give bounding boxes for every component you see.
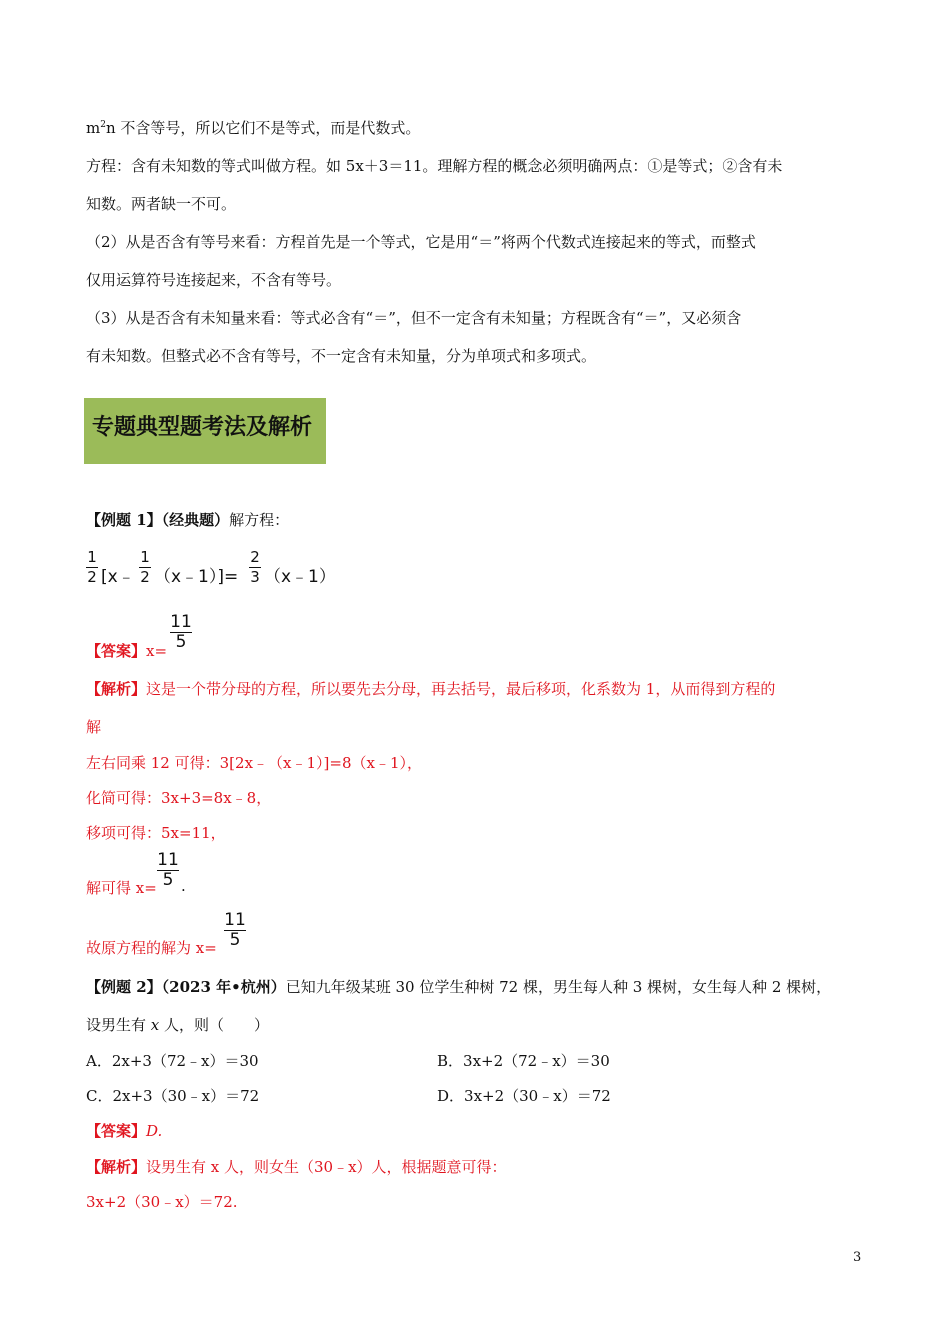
equation-part: （x﹣1）]= [154,567,239,587]
example1-conclusion: 故原方程的解为 x= [86,939,217,957]
option-c: C．2x+3（30﹣x）＝72 [86,1087,260,1105]
intro-line-5: 仅用运算符号连接起来，不含有等号。 [86,271,342,289]
option-d: D．3x+2（30﹣x）＝72 [437,1087,611,1105]
example2-analysis: 【解析】设男生有 x 人，则女生（30﹣x）人，根据题意可得： [86,1158,507,1176]
intro-line-1: $m^2n$ 不含等号，所以它们不是等式，而是代数式。 [86,119,421,137]
option-b: B．3x+2（72﹣x）＝30 [437,1052,610,1070]
intro-line-4: （2）从是否含有等号来看：方程首先是一个等式，它是用“＝”将两个代数式连接起来的等式，而整式 [86,233,756,251]
equation-part: （x﹣1） [264,567,336,587]
example1-step: 左右同乘 12 可得：3[2x﹣（x﹣1）]=8（x﹣1）， [86,754,422,772]
example1-answer: 【答案】x= [86,642,168,660]
example1-analysis-cont: 解 [86,718,102,736]
example1-text: 解方程： [229,511,290,529]
example1-step: 移项可得：5x=11， [86,824,226,842]
example1-analysis: 【解析】这是一个带分母的方程，所以要先去分母，再去括号，最后移项，化系数为 1，从而得到方程的 [86,680,776,698]
intro-line-6: （3）从是否含有未知量来看：等式必含有“＝”，但不一定含有未知量；方程既含有“＝”，又必须含 [86,309,742,327]
option-a: A．2x+3（72﹣x）＝30 [86,1052,259,1070]
example2-text-cont: 设男生有 x 人，则（ ） [86,1016,270,1034]
page-number: 3 [853,1250,862,1265]
intro-line-2: 方程：含有未知数的等式叫做方程。如 5x＋3＝11。理解方程的概念必须明确两点：①是等式；②含有未 [86,157,783,175]
example1-step: 化简可得：3x+3=8x﹣8， [86,789,272,807]
intro-line-3: 知数。两者缺一不可。 [86,195,237,213]
section-title: 专题典型题考法及解析 [92,415,313,440]
example2-text: 已知九年级某班 30 位学生种树 72 棵，男生每人种 3 棵树，女生每人种 2 棵树， [285,978,832,996]
example2-analysis-eq: 3x+2（30﹣x）＝72. [86,1193,238,1211]
equation-part: [x﹣ [101,567,135,587]
conclusion-fraction: 11 5 [224,910,246,950]
fraction: 1 2 [87,548,97,586]
answer-fraction: 11 5 [170,612,192,652]
step-fraction: 11 5 [157,850,179,890]
example1-step: 解可得 x= [86,879,157,897]
section-banner [84,398,326,464]
example1-tag: 【例题 1】（经典题） [86,511,230,529]
intro-line-7: 有未知数。但整式必不含有等号，不一定含有未知量，分为单项式和多项式。 [86,347,597,365]
example1-heading [86,509,289,530]
example2-tag: 【例题 2】（2023 年•杭州） [86,978,286,996]
fraction: 2 3 [250,548,260,586]
step-period: . [181,877,186,895]
example2-answer: 【答案】D. [86,1122,163,1140]
example2-heading [86,976,831,997]
fraction: 1 2 [140,548,150,586]
